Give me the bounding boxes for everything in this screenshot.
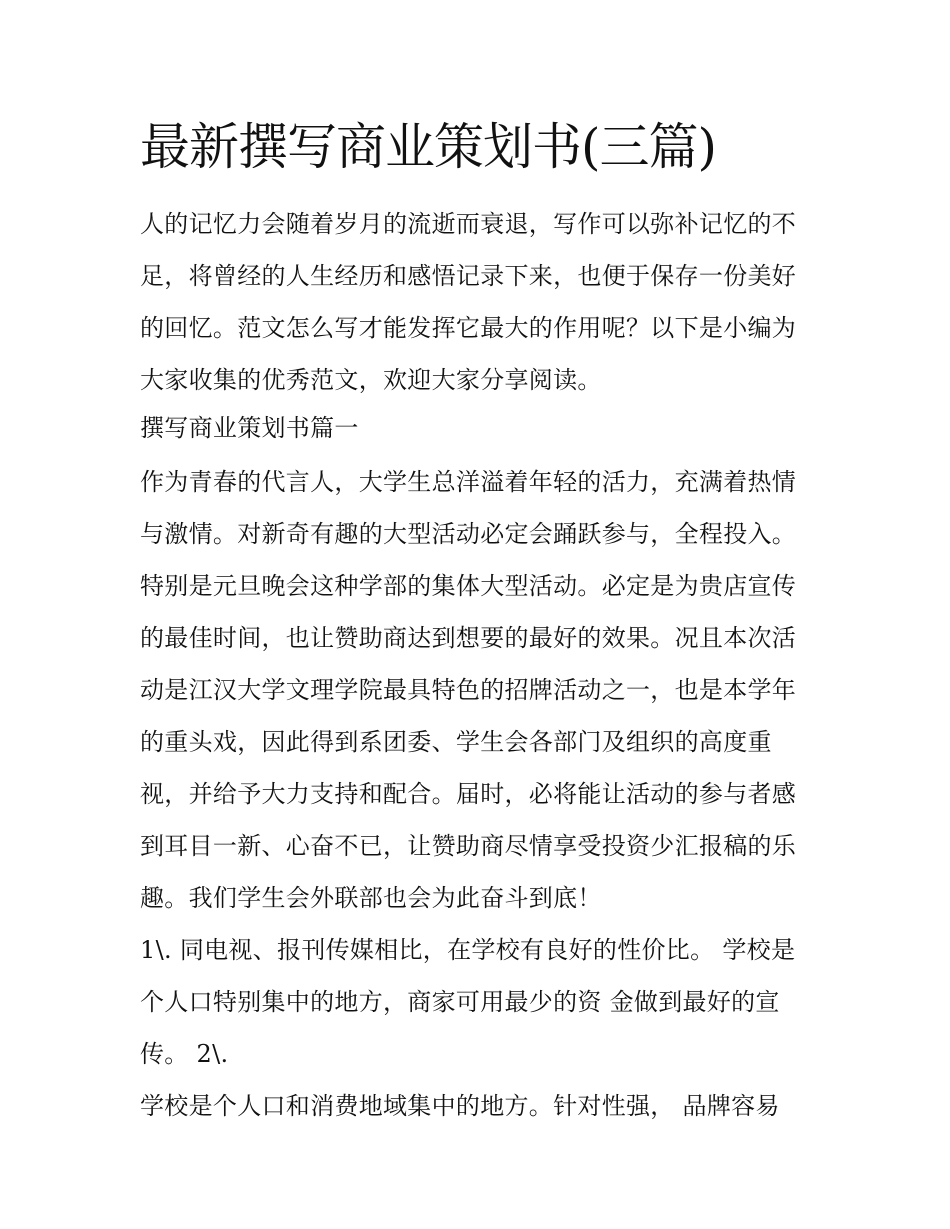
- intro-line: 足，将曾经的人生经历和感悟记录下来，也便于保存一份美好: [140, 262, 797, 290]
- body-paragraph: [140, 456, 820, 924]
- body-line: 作为青春的代言人，大学生总洋溢着年轻的活力，充满着热情: [140, 468, 797, 496]
- point-line: 1\. 同电视、报刊传媒相比，在学校有良好的性价比。 学校是: [140, 936, 796, 964]
- section-heading: 撰写商业策划书篇一: [140, 414, 359, 442]
- point-line: 传。 2\.: [140, 1040, 229, 1068]
- document-page: [140, 112, 820, 1132]
- intro-line: 的回忆。范文怎么写才能发挥它最大的作用呢？以下是小编为: [140, 314, 797, 342]
- body-line: 特别是元旦晚会这种学部的集体大型活动。必定是为贵店宣传: [140, 572, 797, 600]
- body-line: 的重头戏，因此得到系团委、学生会各部门及组织的高度重: [140, 728, 772, 756]
- body-line: 与激情。对新奇有趣的大型活动必定会踊跃参与，全程投入。: [140, 520, 797, 548]
- document-title: 最新撰写商业策划书(三篇): [140, 118, 717, 176]
- closing-paragraph: [140, 1080, 820, 1132]
- body-line: 视，并给予大力支持和配合。届时，必将能让活动的参与者感: [140, 780, 797, 808]
- body-line: 趣。我们学生会外联部也会为此奋斗到底！: [140, 884, 602, 912]
- points-paragraph: [140, 924, 820, 1080]
- intro-line: 人的记忆力会随着岁月的流逝而衰退，写作可以弥补记忆的不: [140, 210, 797, 238]
- body-line: 的最佳时间，也让赞助商达到想要的最好的效果。况且本次活: [140, 624, 797, 652]
- intro-paragraph: [140, 198, 820, 406]
- intro-line: 大家收集的优秀范文，欢迎大家分享阅读。: [140, 366, 602, 394]
- closing-line: 学校是个人口和消费地域集中的地方。针对性强， 品牌容易: [140, 1092, 780, 1120]
- point-line: 个人口特别集中的地方，商家可用最少的资 金做到最好的宣: [140, 988, 780, 1016]
- body-line: 到耳目一新、心奋不已，让赞助商尽情享受投资少汇报稿的乐: [140, 832, 797, 860]
- body-line: 动是江汉大学文理学院最具特色的招牌活动之一，也是本学年: [140, 676, 797, 704]
